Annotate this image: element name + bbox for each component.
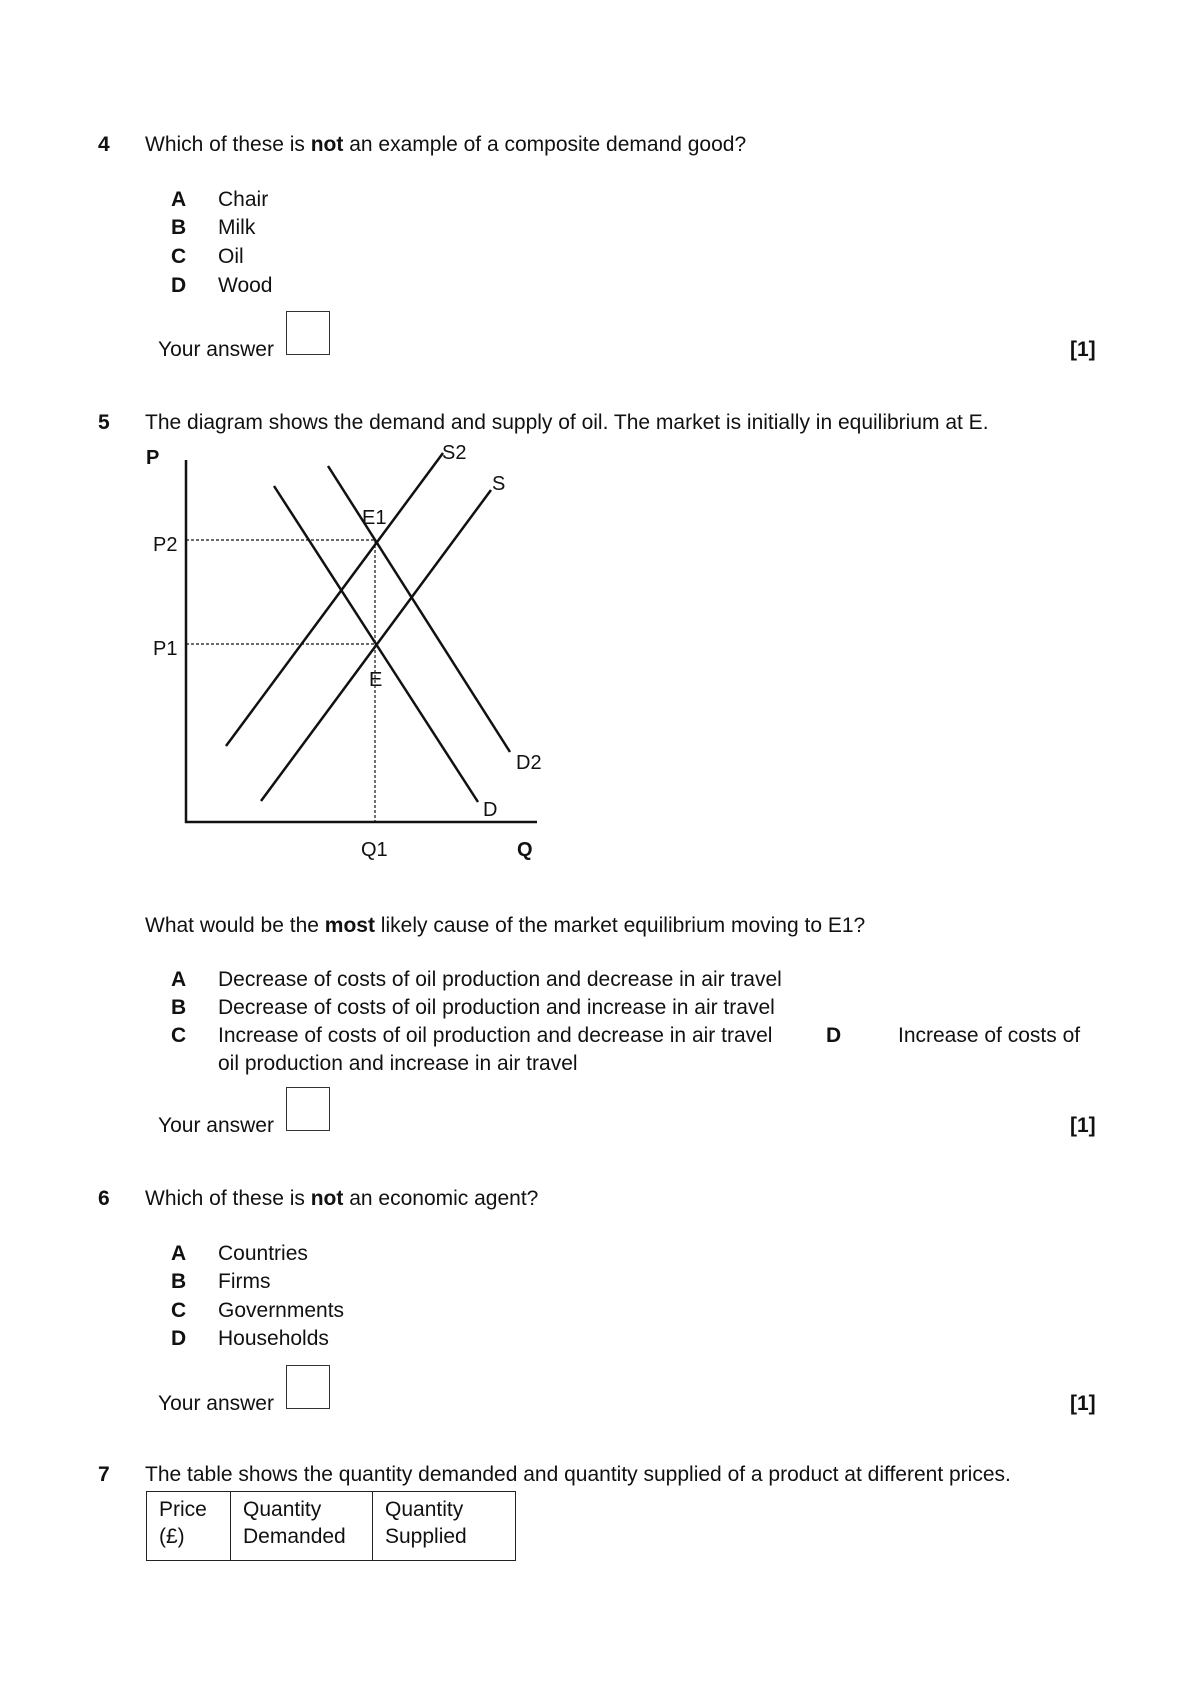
option-text: Milk [218, 216, 256, 239]
option-letter: A [171, 1242, 187, 1265]
label-p2: P2 [153, 534, 178, 556]
option-letter: A [171, 968, 187, 991]
option-text: Chair [218, 188, 269, 211]
marks-label: [1] [1070, 338, 1096, 361]
question-text-part: likely cause of the market equilibrium moving to E1? [374, 914, 866, 937]
question-prompt [145, 914, 865, 938]
table-header-row [147, 1492, 516, 1561]
label-q1: Q1 [361, 839, 388, 861]
answer-label: Your answer [158, 338, 274, 361]
header-line: Price [159, 1498, 207, 1521]
option-letter: B [171, 1270, 187, 1293]
option-text: Firms [218, 1270, 271, 1293]
option-letter: D [171, 274, 187, 297]
question-text: The table shows the quantity demanded and quantity supplied of a product at different prices. [145, 1463, 1011, 1486]
question-text: The diagram shows the demand and supply of oil. The market is initially in equilibrium at E. [145, 411, 989, 434]
option-text: Increase of costs of oil production and decrease in air travel [218, 1024, 773, 1047]
axis-label-p: P [146, 447, 160, 469]
option-text: Households [218, 1327, 329, 1350]
option-text: Decrease of costs of oil production and increase in air travel [218, 996, 775, 1019]
header-line: Demanded [243, 1525, 346, 1548]
option-text: Decrease of costs of oil production and decrease in air travel [218, 968, 782, 991]
question-number: 5 [98, 411, 110, 434]
option-letter: C [171, 1299, 187, 1322]
marks-label: [1] [1070, 1114, 1096, 1137]
header-line: (£) [159, 1525, 185, 1548]
table-header-cell [231, 1492, 373, 1561]
option-letter: D [826, 1024, 842, 1047]
question-text-part: Which of these is [145, 1187, 311, 1210]
header-line: Quantity [243, 1498, 322, 1521]
label-p1: P1 [153, 638, 178, 660]
label-d2: D2 [516, 752, 542, 774]
option-text: Increase of costs of [898, 1024, 1081, 1047]
label-s2: S2 [442, 442, 467, 464]
option-letter: B [171, 996, 187, 1019]
option-letter: C [171, 1024, 187, 1047]
question-text [145, 1187, 538, 1211]
question-text-part: an example of a composite demand good? [343, 133, 747, 156]
option-text: Wood [218, 274, 273, 297]
header-line: Supplied [385, 1525, 467, 1548]
answer-box[interactable] [286, 1087, 330, 1131]
answer-label: Your answer [158, 1114, 274, 1137]
question-number: 7 [98, 1463, 110, 1486]
demand-curve-d [274, 486, 478, 802]
question-number: 4 [98, 133, 110, 156]
option-text: Governments [218, 1299, 345, 1322]
option-letter: D [171, 1327, 187, 1350]
answer-label: Your answer [158, 1392, 274, 1415]
header-line: Quantity [385, 1498, 464, 1521]
question-text-emphasis: not [310, 1187, 344, 1210]
label-e: E [369, 669, 383, 691]
option-letter: C [171, 245, 187, 268]
table-header-cell [147, 1492, 231, 1561]
question-text-emphasis: not [310, 133, 344, 156]
question-text-part: an economic agent? [343, 1187, 539, 1210]
option-text: Oil [218, 245, 244, 268]
question-text-part: Which of these is [145, 133, 311, 156]
marks-label: [1] [1070, 1392, 1096, 1415]
axis-label-q: Q [517, 839, 533, 861]
table-header-cell [373, 1492, 516, 1561]
label-e1: E1 [362, 507, 387, 529]
question-text-emphasis: most [324, 914, 375, 937]
label-d: D [483, 799, 498, 821]
option-letter: B [171, 216, 187, 239]
label-s: S [492, 473, 506, 495]
answer-box[interactable] [286, 1365, 330, 1409]
option-letter: A [171, 188, 187, 211]
option-text: Countries [218, 1242, 308, 1265]
price-quantity-table [146, 1491, 516, 1561]
question-text-part: What would be the [145, 914, 325, 937]
question-number: 6 [98, 1187, 110, 1210]
option-text: oil production and increase in air travel [218, 1052, 578, 1075]
